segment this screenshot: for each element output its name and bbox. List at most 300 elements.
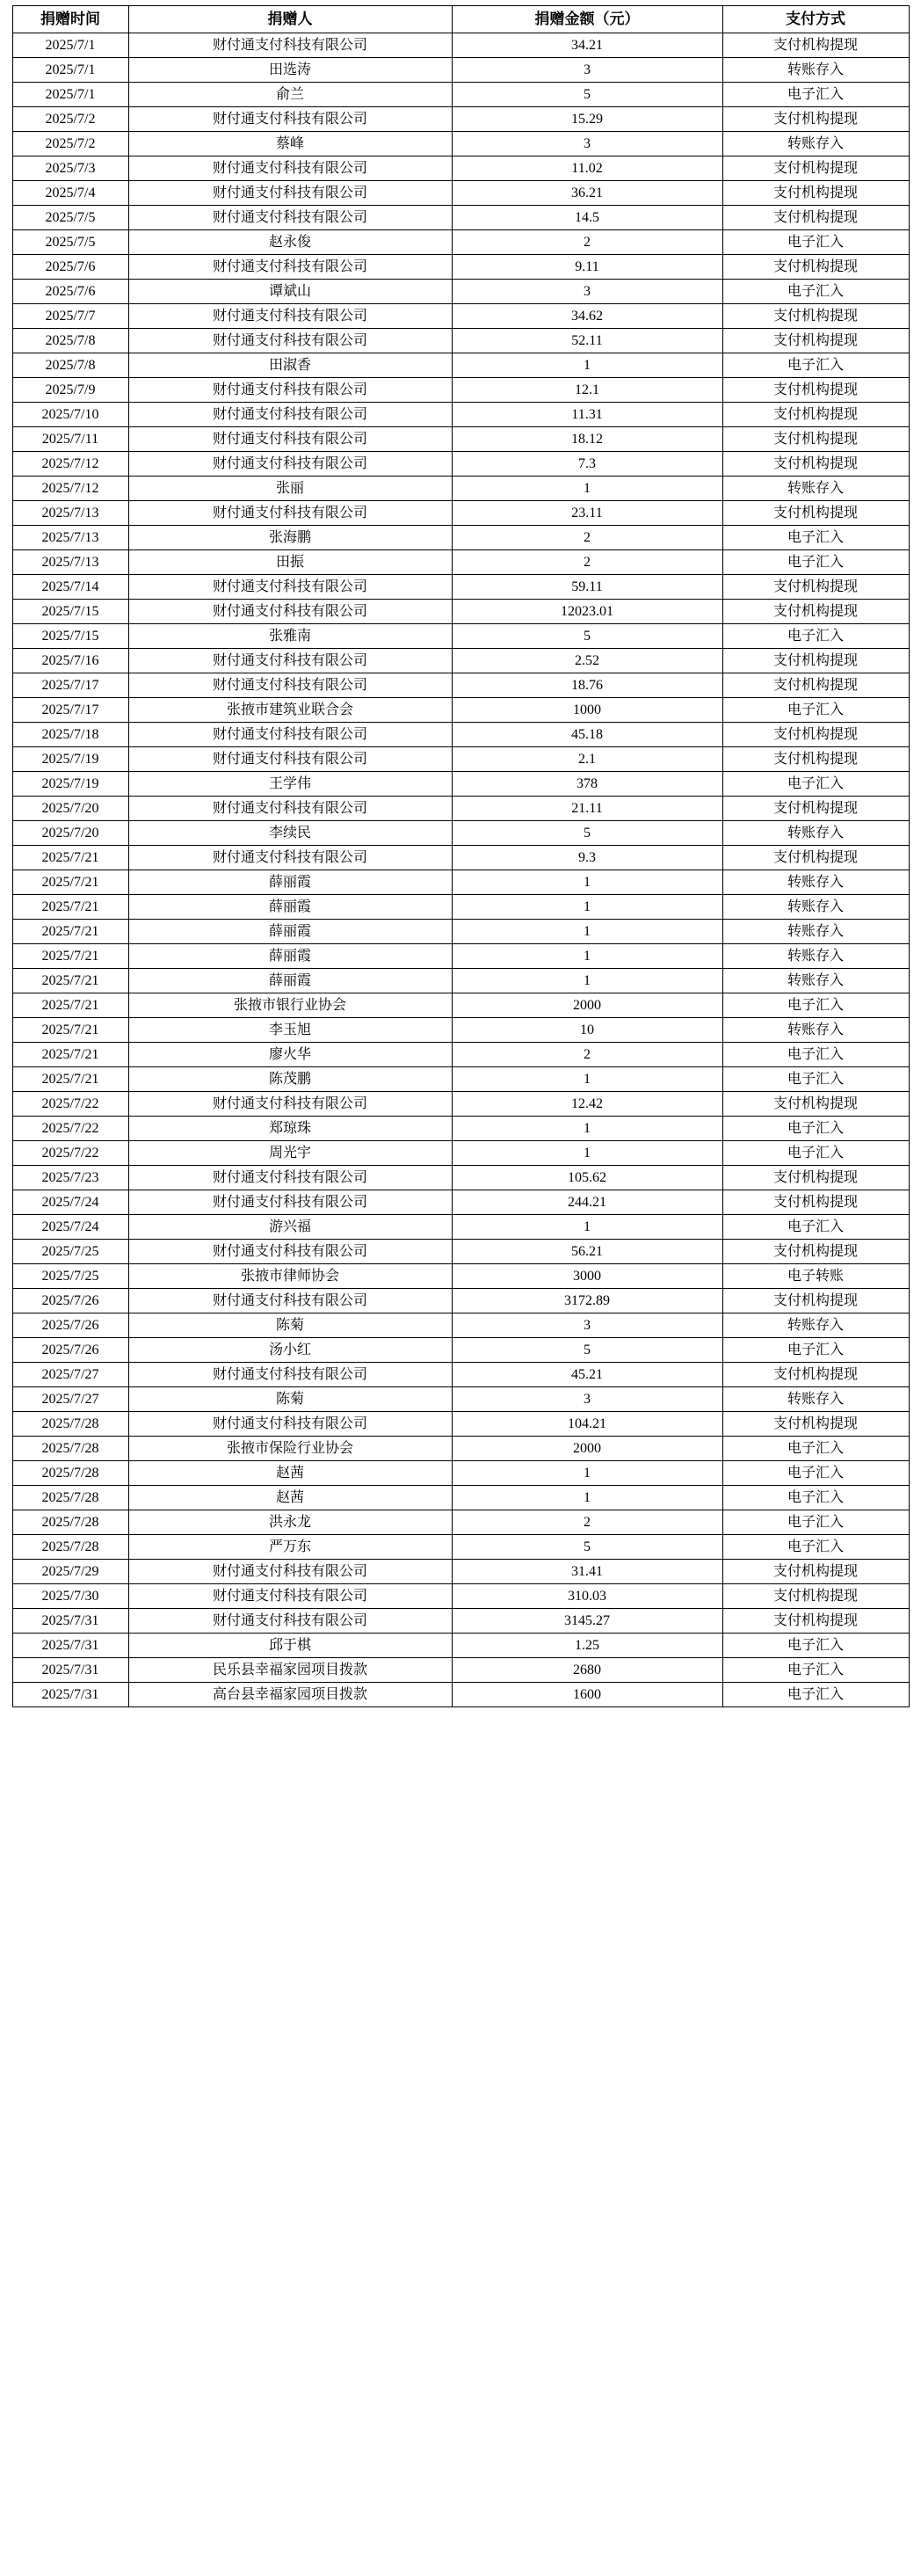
cell-donation-date: 2025/7/21 [12, 1018, 128, 1043]
cell-donation-amount: 5 [452, 83, 722, 107]
cell-donor-name: 高台县幸福家园项目拨款 [128, 1683, 452, 1707]
cell-donation-amount: 31.41 [452, 1560, 722, 1584]
cell-donation-amount: 36.21 [452, 181, 722, 206]
cell-donor-name: 郑琼珠 [128, 1117, 452, 1141]
table-row [12, 403, 909, 427]
table-row [12, 353, 909, 378]
cell-donor-name: 财付通支付科技有限公司 [128, 403, 452, 427]
cell-payment-method: 支付机构提现 [722, 1240, 909, 1264]
cell-donor-name: 财付通支付科技有限公司 [128, 1560, 452, 1584]
table-row [12, 1437, 909, 1461]
table-row [12, 649, 909, 673]
cell-donation-amount: 104.21 [452, 1412, 722, 1437]
table-row [12, 846, 909, 870]
cell-payment-method: 电子汇入 [722, 1067, 909, 1092]
table-row [12, 230, 909, 255]
cell-donation-date: 2025/7/28 [12, 1486, 128, 1510]
cell-donor-name: 财付通支付科技有限公司 [128, 1412, 452, 1437]
cell-donation-amount: 105.62 [452, 1166, 722, 1190]
table-header [12, 6, 909, 33]
cell-payment-method: 转账存入 [722, 920, 909, 944]
cell-donor-name: 廖火华 [128, 1043, 452, 1067]
cell-donation-date: 2025/7/23 [12, 1166, 128, 1190]
cell-donation-amount: 2.52 [452, 649, 722, 673]
cell-donor-name: 财付通支付科技有限公司 [128, 255, 452, 280]
cell-payment-method: 转账存入 [722, 1387, 909, 1412]
cell-donation-date: 2025/7/21 [12, 846, 128, 870]
donation-records-table [12, 5, 910, 1707]
cell-donation-amount: 34.62 [452, 304, 722, 329]
cell-donation-amount: 3172.89 [452, 1289, 722, 1313]
table-header-row [12, 6, 909, 33]
cell-donation-date: 2025/7/12 [12, 477, 128, 501]
cell-donor-name: 周光宇 [128, 1141, 452, 1166]
cell-donation-date: 2025/7/26 [12, 1313, 128, 1338]
cell-donation-date: 2025/7/31 [12, 1683, 128, 1707]
cell-donation-date: 2025/7/25 [12, 1240, 128, 1264]
cell-donation-amount: 1 [452, 1067, 722, 1092]
cell-payment-method: 电子汇入 [722, 1338, 909, 1363]
cell-donation-date: 2025/7/18 [12, 723, 128, 747]
table-row [12, 1117, 909, 1141]
cell-donation-amount: 1 [452, 1486, 722, 1510]
cell-donation-amount: 12023.01 [452, 600, 722, 624]
cell-payment-method: 支付机构提现 [722, 575, 909, 600]
cell-payment-method: 电子汇入 [722, 1437, 909, 1461]
cell-donation-amount: 11.02 [452, 156, 722, 181]
cell-donation-date: 2025/7/15 [12, 624, 128, 649]
cell-donation-amount: 5 [452, 821, 722, 846]
cell-donation-amount: 11.31 [452, 403, 722, 427]
cell-donation-amount: 5 [452, 1535, 722, 1560]
cell-donor-name: 薛丽霞 [128, 969, 452, 993]
table-row [12, 1166, 909, 1190]
cell-donor-name: 张丽 [128, 477, 452, 501]
cell-donor-name: 张掖市银行业协会 [128, 993, 452, 1018]
cell-donor-name: 陈菊 [128, 1313, 452, 1338]
cell-donor-name: 赵永俊 [128, 230, 452, 255]
cell-payment-method: 电子汇入 [722, 1634, 909, 1658]
table-row [12, 1067, 909, 1092]
table-row [12, 1338, 909, 1363]
cell-donation-amount: 52.11 [452, 329, 722, 353]
cell-payment-method: 支付机构提现 [722, 673, 909, 698]
table-row [12, 624, 909, 649]
cell-payment-method: 电子汇入 [722, 1486, 909, 1510]
cell-donation-date: 2025/7/21 [12, 895, 128, 920]
cell-donation-date: 2025/7/22 [12, 1141, 128, 1166]
cell-payment-method: 电子汇入 [722, 1461, 909, 1486]
cell-payment-method: 支付机构提现 [722, 747, 909, 772]
cell-donor-name: 汤小红 [128, 1338, 452, 1363]
cell-payment-method: 电子汇入 [722, 624, 909, 649]
cell-donation-amount: 2 [452, 550, 722, 575]
cell-payment-method: 支付机构提现 [722, 427, 909, 452]
cell-payment-method: 支付机构提现 [722, 181, 909, 206]
cell-donor-name: 邱于棋 [128, 1634, 452, 1658]
cell-donor-name: 张掖市保险行业协会 [128, 1437, 452, 1461]
table-row [12, 304, 909, 329]
cell-donation-date: 2025/7/1 [12, 58, 128, 83]
cell-donation-date: 2025/7/8 [12, 353, 128, 378]
cell-payment-method: 电子转账 [722, 1264, 909, 1289]
cell-donation-date: 2025/7/26 [12, 1338, 128, 1363]
cell-donor-name: 财付通支付科技有限公司 [128, 723, 452, 747]
cell-payment-method: 电子汇入 [722, 772, 909, 797]
table-row [12, 1240, 909, 1264]
cell-donor-name: 财付通支付科技有限公司 [128, 797, 452, 821]
cell-donor-name: 财付通支付科技有限公司 [128, 452, 452, 477]
cell-donation-amount: 378 [452, 772, 722, 797]
cell-donation-date: 2025/7/12 [12, 452, 128, 477]
cell-donation-date: 2025/7/28 [12, 1437, 128, 1461]
table-row [12, 1264, 909, 1289]
cell-payment-method: 支付机构提现 [722, 378, 909, 403]
cell-donation-amount: 18.76 [452, 673, 722, 698]
cell-donor-name: 陈茂鹏 [128, 1067, 452, 1092]
cell-donation-amount: 2680 [452, 1658, 722, 1683]
table-row [12, 1092, 909, 1117]
cell-payment-method: 电子汇入 [722, 1683, 909, 1707]
table-row [12, 477, 909, 501]
table-row [12, 1486, 909, 1510]
cell-payment-method: 转账存入 [722, 477, 909, 501]
table-row [12, 1363, 909, 1387]
table-row [12, 1634, 909, 1658]
table-row [12, 1018, 909, 1043]
cell-donation-date: 2025/7/21 [12, 969, 128, 993]
cell-payment-method: 电子汇入 [722, 993, 909, 1018]
table-row [12, 600, 909, 624]
column-header-date: 捐赠时间 [12, 6, 128, 33]
cell-payment-method: 电子汇入 [722, 83, 909, 107]
cell-payment-method: 支付机构提现 [722, 156, 909, 181]
table-row [12, 156, 909, 181]
cell-donor-name: 赵茜 [128, 1486, 452, 1510]
cell-donor-name: 薛丽霞 [128, 895, 452, 920]
table-row [12, 181, 909, 206]
cell-donation-amount: 45.21 [452, 1363, 722, 1387]
cell-donor-name: 财付通支付科技有限公司 [128, 156, 452, 181]
table-row [12, 1461, 909, 1486]
cell-donation-date: 2025/7/6 [12, 280, 128, 304]
cell-donation-date: 2025/7/1 [12, 83, 128, 107]
cell-donation-date: 2025/7/31 [12, 1634, 128, 1658]
cell-donor-name: 财付通支付科技有限公司 [128, 1609, 452, 1634]
table-row [12, 1387, 909, 1412]
cell-donation-date: 2025/7/21 [12, 920, 128, 944]
cell-donor-name: 财付通支付科技有限公司 [128, 1363, 452, 1387]
cell-donation-amount: 1600 [452, 1683, 722, 1707]
table-row [12, 1190, 909, 1215]
table-row [12, 797, 909, 821]
table-row [12, 1584, 909, 1609]
cell-donation-date: 2025/7/21 [12, 944, 128, 969]
cell-payment-method: 转账存入 [722, 821, 909, 846]
cell-donation-date: 2025/7/26 [12, 1289, 128, 1313]
table-row [12, 1043, 909, 1067]
cell-payment-method: 支付机构提现 [722, 1412, 909, 1437]
cell-donor-name: 王学伟 [128, 772, 452, 797]
cell-donation-amount: 59.11 [452, 575, 722, 600]
cell-donation-date: 2025/7/7 [12, 304, 128, 329]
table-row [12, 698, 909, 723]
column-header-donor: 捐赠人 [128, 6, 452, 33]
cell-donation-amount: 244.21 [452, 1190, 722, 1215]
cell-donation-date: 2025/7/28 [12, 1412, 128, 1437]
cell-donor-name: 财付通支付科技有限公司 [128, 206, 452, 230]
cell-payment-method: 支付机构提现 [722, 600, 909, 624]
table-row [12, 1313, 909, 1338]
table-row [12, 1289, 909, 1313]
cell-donation-date: 2025/7/17 [12, 673, 128, 698]
cell-donation-date: 2025/7/19 [12, 772, 128, 797]
cell-donation-amount: 2 [452, 1510, 722, 1535]
cell-payment-method: 转账存入 [722, 58, 909, 83]
cell-donation-amount: 1 [452, 353, 722, 378]
table-row [12, 58, 909, 83]
table-row [12, 870, 909, 895]
cell-donor-name: 财付通支付科技有限公司 [128, 1166, 452, 1190]
cell-payment-method: 支付机构提现 [722, 501, 909, 526]
cell-donation-amount: 310.03 [452, 1584, 722, 1609]
cell-donor-name: 张海鹏 [128, 526, 452, 550]
cell-donation-date: 2025/7/9 [12, 378, 128, 403]
cell-donation-date: 2025/7/3 [12, 156, 128, 181]
cell-donation-amount: 12.1 [452, 378, 722, 403]
cell-donor-name: 张雅南 [128, 624, 452, 649]
cell-donation-amount: 10 [452, 1018, 722, 1043]
table-body [12, 33, 909, 1707]
table-row [12, 723, 909, 747]
cell-donation-amount: 21.11 [452, 797, 722, 821]
cell-donor-name: 张掖市律师协会 [128, 1264, 452, 1289]
cell-donation-amount: 1 [452, 1117, 722, 1141]
cell-donation-amount: 3000 [452, 1264, 722, 1289]
cell-donation-amount: 2 [452, 526, 722, 550]
cell-donation-date: 2025/7/13 [12, 501, 128, 526]
cell-payment-method: 支付机构提现 [722, 1092, 909, 1117]
cell-payment-method: 支付机构提现 [722, 329, 909, 353]
table-row [12, 747, 909, 772]
cell-payment-method: 转账存入 [722, 969, 909, 993]
cell-donor-name: 财付通支付科技有限公司 [128, 427, 452, 452]
table-row [12, 1535, 909, 1560]
cell-donation-date: 2025/7/15 [12, 600, 128, 624]
cell-donation-date: 2025/7/31 [12, 1658, 128, 1683]
cell-payment-method: 支付机构提现 [722, 1584, 909, 1609]
cell-donor-name: 财付通支付科技有限公司 [128, 673, 452, 698]
cell-donor-name: 李玉旭 [128, 1018, 452, 1043]
cell-donation-amount: 1.25 [452, 1634, 722, 1658]
cell-payment-method: 电子汇入 [722, 1510, 909, 1535]
cell-donor-name: 田淑香 [128, 353, 452, 378]
cell-donation-amount: 15.29 [452, 107, 722, 132]
table-row [12, 132, 909, 156]
cell-donation-date: 2025/7/4 [12, 181, 128, 206]
cell-donation-date: 2025/7/24 [12, 1215, 128, 1240]
cell-payment-method: 支付机构提现 [722, 797, 909, 821]
cell-donor-name: 财付通支付科技有限公司 [128, 846, 452, 870]
cell-donor-name: 财付通支付科技有限公司 [128, 649, 452, 673]
cell-donor-name: 财付通支付科技有限公司 [128, 1190, 452, 1215]
cell-donation-amount: 1 [452, 1461, 722, 1486]
cell-donation-amount: 9.3 [452, 846, 722, 870]
table-row [12, 1683, 909, 1707]
cell-donor-name: 财付通支付科技有限公司 [128, 107, 452, 132]
cell-payment-method: 支付机构提现 [722, 304, 909, 329]
table-row [12, 1215, 909, 1240]
table-row [12, 550, 909, 575]
cell-payment-method: 电子汇入 [722, 280, 909, 304]
table-row [12, 1412, 909, 1437]
cell-donation-date: 2025/7/17 [12, 698, 128, 723]
cell-donation-date: 2025/7/6 [12, 255, 128, 280]
cell-donation-date: 2025/7/5 [12, 206, 128, 230]
cell-donor-name: 财付通支付科技有限公司 [128, 1584, 452, 1609]
table-row [12, 920, 909, 944]
table-row [12, 33, 909, 58]
cell-donation-amount: 3 [452, 58, 722, 83]
cell-donation-date: 2025/7/21 [12, 870, 128, 895]
cell-donation-date: 2025/7/13 [12, 550, 128, 575]
cell-donor-name: 薛丽霞 [128, 920, 452, 944]
cell-donor-name: 田选涛 [128, 58, 452, 83]
cell-donation-amount: 12.42 [452, 1092, 722, 1117]
cell-donation-amount: 14.5 [452, 206, 722, 230]
cell-donor-name: 蔡峰 [128, 132, 452, 156]
cell-donation-amount: 7.3 [452, 452, 722, 477]
table-row [12, 969, 909, 993]
cell-donation-amount: 3 [452, 1313, 722, 1338]
cell-payment-method: 电子汇入 [722, 1117, 909, 1141]
cell-donation-date: 2025/7/28 [12, 1510, 128, 1535]
cell-payment-method: 支付机构提现 [722, 452, 909, 477]
cell-donation-date: 2025/7/21 [12, 993, 128, 1018]
cell-donation-amount: 5 [452, 1338, 722, 1363]
cell-donation-date: 2025/7/19 [12, 747, 128, 772]
cell-donation-amount: 1 [452, 895, 722, 920]
cell-donation-amount: 1000 [452, 698, 722, 723]
cell-payment-method: 支付机构提现 [722, 33, 909, 58]
cell-donation-amount: 2 [452, 230, 722, 255]
cell-donor-name: 财付通支付科技有限公司 [128, 181, 452, 206]
cell-donation-amount: 2 [452, 1043, 722, 1067]
cell-donation-amount: 3 [452, 132, 722, 156]
cell-payment-method: 电子汇入 [722, 1658, 909, 1683]
cell-donation-date: 2025/7/11 [12, 427, 128, 452]
cell-donation-amount: 3 [452, 280, 722, 304]
cell-donor-name: 财付通支付科技有限公司 [128, 501, 452, 526]
cell-donation-date: 2025/7/16 [12, 649, 128, 673]
cell-payment-method: 电子汇入 [722, 550, 909, 575]
cell-donation-date: 2025/7/20 [12, 797, 128, 821]
cell-donation-date: 2025/7/2 [12, 107, 128, 132]
cell-payment-method: 电子汇入 [722, 698, 909, 723]
cell-donor-name: 财付通支付科技有限公司 [128, 575, 452, 600]
cell-donation-date: 2025/7/14 [12, 575, 128, 600]
cell-donation-amount: 45.18 [452, 723, 722, 747]
cell-payment-method: 电子汇入 [722, 1535, 909, 1560]
table-row [12, 526, 909, 550]
cell-donation-date: 2025/7/25 [12, 1264, 128, 1289]
cell-payment-method: 电子汇入 [722, 526, 909, 550]
cell-donation-amount: 34.21 [452, 33, 722, 58]
cell-payment-method: 支付机构提现 [722, 1166, 909, 1190]
cell-donation-amount: 5 [452, 624, 722, 649]
cell-donation-amount: 2000 [452, 993, 722, 1018]
table-row [12, 821, 909, 846]
cell-payment-method: 支付机构提现 [722, 649, 909, 673]
cell-donor-name: 薛丽霞 [128, 870, 452, 895]
cell-donor-name: 财付通支付科技有限公司 [128, 1289, 452, 1313]
cell-donor-name: 财付通支付科技有限公司 [128, 1092, 452, 1117]
table-row [12, 206, 909, 230]
table-row [12, 107, 909, 132]
cell-donation-date: 2025/7/22 [12, 1117, 128, 1141]
cell-payment-method: 支付机构提现 [722, 1560, 909, 1584]
cell-donor-name: 民乐县幸福家园项目拨款 [128, 1658, 452, 1683]
cell-donation-amount: 9.11 [452, 255, 722, 280]
cell-payment-method: 支付机构提现 [722, 206, 909, 230]
cell-donor-name: 俞兰 [128, 83, 452, 107]
cell-donation-date: 2025/7/28 [12, 1461, 128, 1486]
cell-payment-method: 电子汇入 [722, 230, 909, 255]
table-row [12, 427, 909, 452]
table-row [12, 329, 909, 353]
cell-payment-method: 支付机构提现 [722, 1609, 909, 1634]
cell-donation-amount: 1 [452, 1141, 722, 1166]
cell-donation-amount: 1 [452, 1215, 722, 1240]
cell-donor-name: 陈菊 [128, 1387, 452, 1412]
cell-donation-date: 2025/7/27 [12, 1363, 128, 1387]
cell-payment-method: 支付机构提现 [722, 255, 909, 280]
cell-donation-amount: 56.21 [452, 1240, 722, 1264]
cell-donor-name: 李续民 [128, 821, 452, 846]
cell-donation-date: 2025/7/10 [12, 403, 128, 427]
cell-donor-name: 谭斌山 [128, 280, 452, 304]
cell-payment-method: 支付机构提现 [722, 403, 909, 427]
table-row [12, 895, 909, 920]
cell-payment-method: 转账存入 [722, 895, 909, 920]
cell-donation-amount: 23.11 [452, 501, 722, 526]
cell-donation-amount: 1 [452, 920, 722, 944]
cell-donation-date: 2025/7/5 [12, 230, 128, 255]
cell-donor-name: 张掖市建筑业联合会 [128, 698, 452, 723]
cell-donation-date: 2025/7/27 [12, 1387, 128, 1412]
cell-donor-name: 严万东 [128, 1535, 452, 1560]
cell-donation-date: 2025/7/13 [12, 526, 128, 550]
cell-donation-date: 2025/7/22 [12, 1092, 128, 1117]
cell-donor-name: 财付通支付科技有限公司 [128, 33, 452, 58]
cell-payment-method: 支付机构提现 [722, 107, 909, 132]
cell-donation-date: 2025/7/30 [12, 1584, 128, 1609]
cell-donation-amount: 1 [452, 944, 722, 969]
cell-donor-name: 财付通支付科技有限公司 [128, 600, 452, 624]
cell-donation-amount: 3145.27 [452, 1609, 722, 1634]
table-row [12, 772, 909, 797]
cell-donation-date: 2025/7/8 [12, 329, 128, 353]
cell-payment-method: 转账存入 [722, 1313, 909, 1338]
table-row [12, 1658, 909, 1683]
table-row [12, 1560, 909, 1584]
table-row [12, 1609, 909, 1634]
cell-donation-amount: 1 [452, 969, 722, 993]
cell-donor-name: 财付通支付科技有限公司 [128, 304, 452, 329]
table-row [12, 944, 909, 969]
cell-donor-name: 游兴福 [128, 1215, 452, 1240]
column-header-method: 支付方式 [722, 6, 909, 33]
